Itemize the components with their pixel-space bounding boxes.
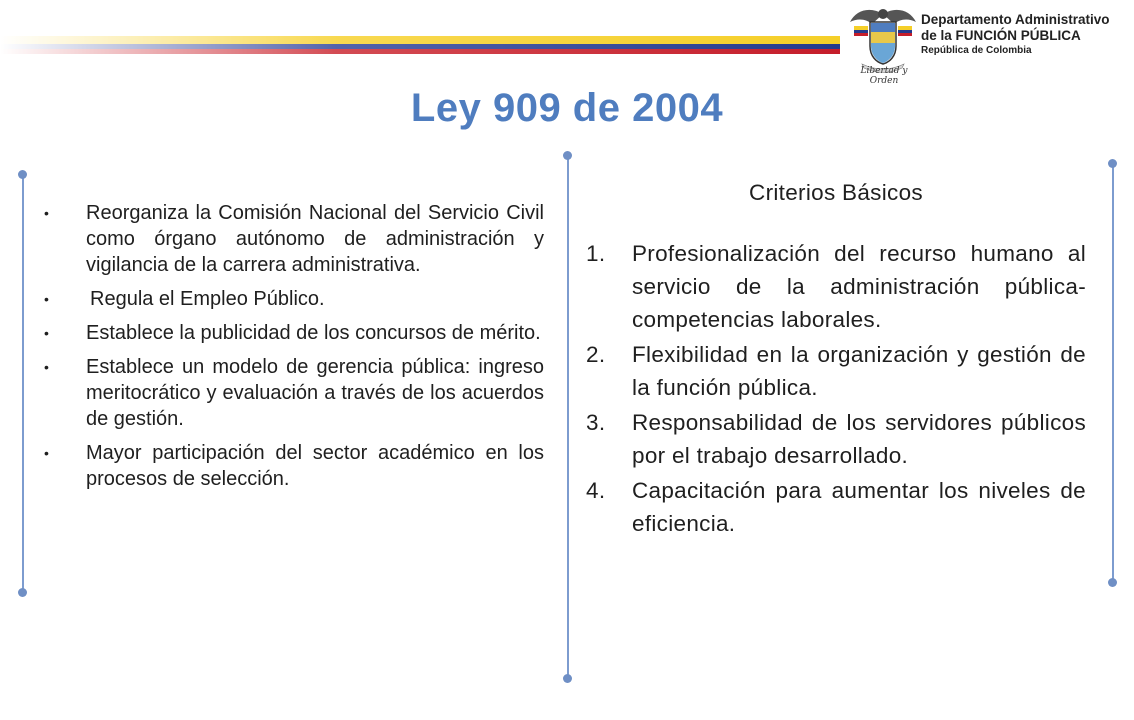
center-divider-dot-bottom <box>563 674 572 683</box>
list-item: • Mayor participación del sector académico en los procesos de selección. <box>44 440 544 492</box>
right-divider-dot-bottom <box>1108 578 1117 587</box>
left-divider-dot-bottom <box>18 588 27 597</box>
center-divider-dot-top <box>563 151 572 160</box>
list-item: • Establece un modelo de gerencia pública: ingreso meritocrático y evaluación a través de los acuerdos de gestión. <box>44 354 544 432</box>
list-item: • Regula el Empleo Público. <box>44 286 544 312</box>
right-column <box>586 176 1086 542</box>
left-bullet-list <box>44 200 544 492</box>
list-item: • Establece la publicidad de los concursos de mérito. <box>44 320 544 346</box>
seal-motto: Libertad y Orden <box>860 66 908 86</box>
list-item <box>586 474 1086 540</box>
item-number: 3. <box>586 410 606 435</box>
right-divider-line <box>1112 166 1114 582</box>
org-line-2: de la FUNCIÓN PÚBLICA <box>921 28 1081 43</box>
item-number: 2. <box>586 342 606 367</box>
criteria-heading: Criterios Básicos <box>749 180 923 205</box>
list-item <box>586 338 1086 404</box>
org-line-1: Departamento Administrativo <box>921 12 1110 27</box>
org-line-3: República de Colombia <box>921 45 1032 56</box>
criteria-list <box>586 237 1086 540</box>
page-title: Ley 909 de 2004 <box>410 86 724 130</box>
item-text: Flexibilidad en la organización y gestión de la función pública. <box>632 342 1086 400</box>
flag-stripe <box>0 36 840 54</box>
item-text: Capacitación para aumentar los niveles de eficiencia. <box>632 478 1086 536</box>
left-divider-line <box>22 178 24 592</box>
item-number: 1. <box>586 241 606 266</box>
list-item <box>586 406 1086 472</box>
item-text: Responsabilidad de los servidores públicos por el trabajo desarrollado. <box>632 410 1086 468</box>
center-divider-line <box>567 158 569 678</box>
left-divider-dot-top <box>18 170 27 179</box>
list-item <box>586 237 1086 336</box>
right-divider-dot-top <box>1108 159 1117 168</box>
left-column <box>44 200 544 500</box>
organization-name <box>921 12 1110 58</box>
item-text: Profesionalización del recurso humano al servicio de la administración pública- competencias laborales. <box>632 241 1086 332</box>
item-number: 4. <box>586 478 606 503</box>
list-item: • Reorganiza la Comisión Nacional del Servicio Civil como órgano autónomo de administración y vigilancia de la carrera administrativa. <box>44 200 544 278</box>
